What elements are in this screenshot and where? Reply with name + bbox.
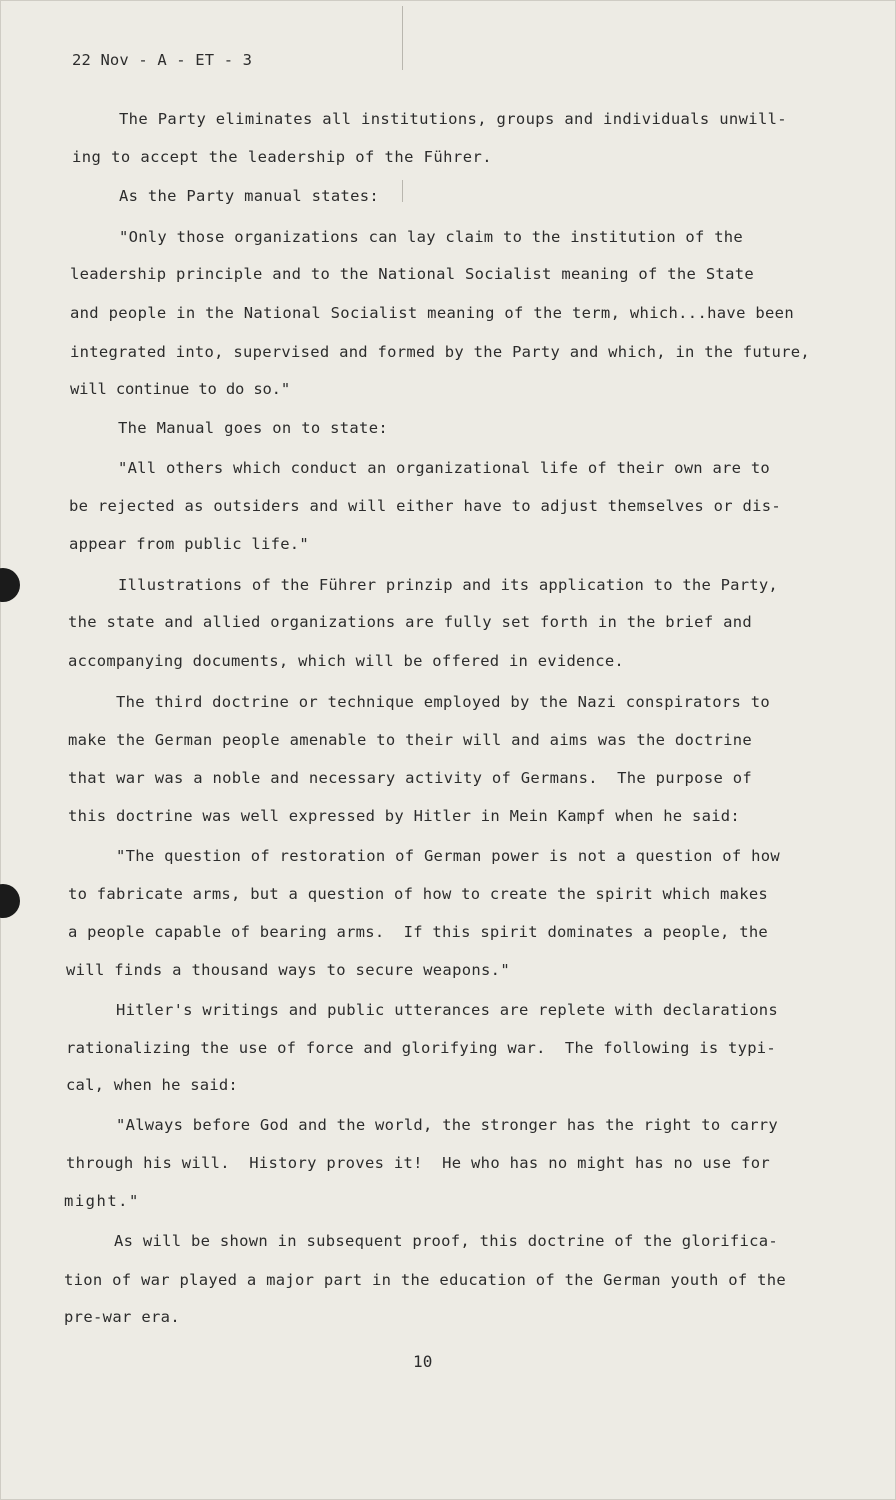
text-line: this doctrine was well expressed by Hitler in Mein Kampf when he said: [68, 807, 740, 825]
text-line: through his will. History proves it! He who has no might has no use for [66, 1154, 770, 1172]
text-line: "The question of restoration of German power is not a question of how [116, 847, 780, 865]
punch-hole-upper [0, 568, 20, 602]
page-number: 10 [413, 1352, 433, 1371]
text-line: the state and allied organizations are fully set forth in the brief and [68, 613, 752, 631]
text-line: The third doctrine or technique employed by the Nazi conspirators to [116, 693, 770, 711]
text-line: As the Party manual states: [119, 187, 379, 205]
text-line: accompanying documents, which will be offered in evidence. [68, 652, 624, 670]
text-line: rationalizing the use of force and glorifying war. The following is typi- [66, 1039, 776, 1057]
text-line: be rejected as outsiders and will either have to adjust themselves or dis- [69, 497, 781, 515]
text-line: appear from public life." [69, 535, 309, 553]
text-line: that war was a noble and necessary activity of Germans. The purpose of [68, 769, 752, 787]
text-line: a people capable of bearing arms. If this spirit dominates a people, the [68, 923, 768, 941]
text-line: ing to accept the leadership of the Führer. [72, 148, 492, 166]
fold-mark [402, 6, 403, 70]
text-line: The Manual goes on to state: [118, 419, 388, 437]
text-line: will finds a thousand ways to secure weapons." [66, 961, 510, 979]
text-line: integrated into, supervised and formed by the Party and which, in the future, [70, 343, 810, 361]
text-line: The Party eliminates all institutions, groups and individuals unwill- [119, 110, 787, 128]
text-line: will continue to do so." [70, 380, 290, 398]
text-line: tion of war played a major part in the education of the German youth of the [64, 1271, 786, 1289]
fold-mark [402, 180, 403, 202]
text-line: and people in the National Socialist meaning of the term, which...have been [70, 304, 794, 322]
text-line: pre-war era. [64, 1308, 180, 1326]
punch-hole-lower [0, 884, 20, 918]
text-line: "All others which conduct an organizational life of their own are to [118, 459, 770, 477]
document-code: 22 Nov - A - ET - 3 [72, 51, 253, 69]
text-line: to fabricate arms, but a question of how to create the spirit which makes [68, 885, 768, 903]
text-line: make the German people amenable to their will and aims was the doctrine [68, 731, 752, 749]
text-line: cal, when he said: [66, 1076, 238, 1094]
text-line: "Always before God and the world, the stronger has the right to carry [116, 1116, 778, 1134]
text-line: Illustrations of the Führer prinzip and its application to the Party, [118, 576, 778, 594]
text-line: might." [64, 1192, 140, 1210]
text-line: "Only those organizations can lay claim to the institution of the [119, 228, 743, 246]
text-line: As will be shown in subsequent proof, this doctrine of the glorifica- [114, 1232, 778, 1250]
text-line: leadership principle and to the National Socialist meaning of the State [70, 265, 754, 283]
text-line: Hitler's writings and public utterances are replete with declarations [116, 1001, 778, 1019]
